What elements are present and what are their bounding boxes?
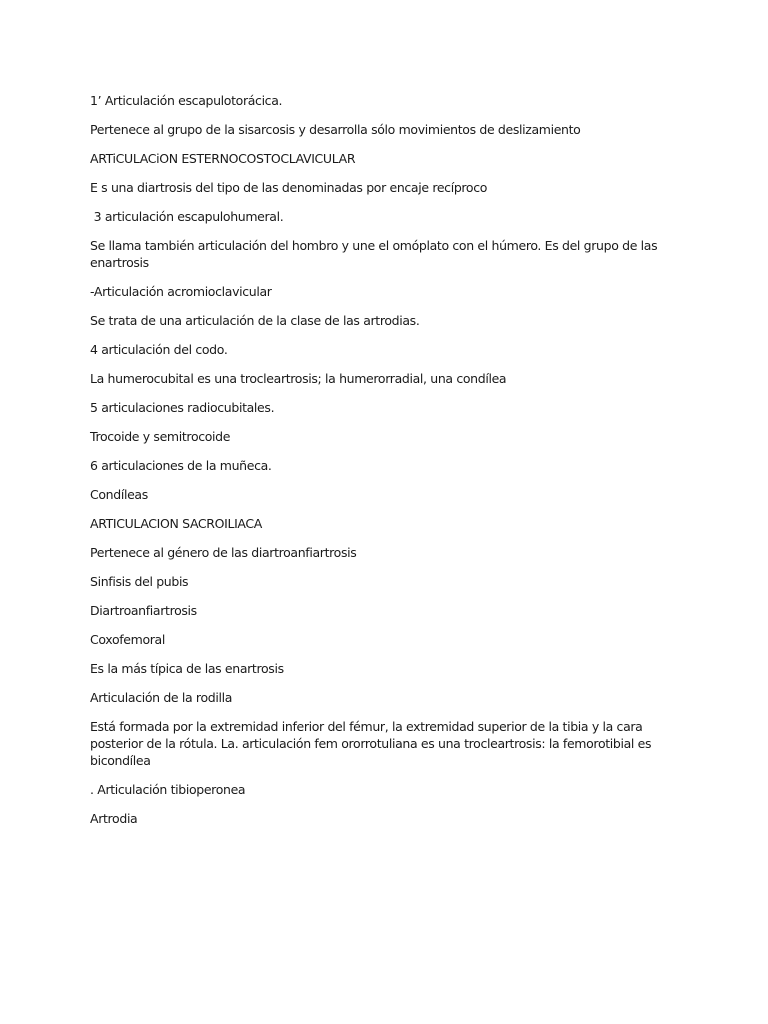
paragraph: Se llama también articulación del hombro y une el omóplato con el húmero. Es del grupo de las enartrosis [90, 238, 661, 270]
paragraph: Condíleas [90, 487, 148, 502]
document-body [90, 92, 680, 839]
paragraph: Pertenece al género de las diartroanfiartrosis [90, 545, 357, 560]
paragraph: 1’ Articulación escapulotorácica. [90, 93, 283, 108]
paragraph: Coxofemoral [90, 632, 165, 647]
paragraph: Se trata de una articulación de la clase de las artrodias. [90, 313, 420, 328]
paragraph: Está formada por la extremidad inferior del fémur, la extremidad superior de la tibia y la cara posterior de la rótula. La. articulación fem ororrotuliana es una trocleartrosis: la femorotibial es bicondílea [90, 719, 655, 768]
paragraph: E s una diartrosis del tipo de las denominadas por encaje recíproco [90, 180, 488, 195]
paragraph: Articulación de la rodilla [90, 690, 233, 705]
paragraph: Trocoide y semitrocoide [90, 429, 231, 444]
paragraph: -Articulación acromioclavicular [90, 284, 272, 299]
paragraph: ARTICULACION SACROILIACA [90, 516, 262, 531]
paragraph: Es la más típica de las enartrosis [90, 661, 284, 676]
paragraph: Sinfisis del pubis [90, 574, 189, 589]
paragraph: ARTiCULACiON ESTERNOCOSTOCLAVICULAR [90, 151, 356, 166]
paragraph: 3 articulación escapulohumeral. [90, 209, 284, 224]
paragraph: Pertenece al grupo de la sisarcosis y desarrolla sólo movimientos de deslizamiento [90, 122, 581, 137]
paragraph: 5 articulaciones radiocubitales. [90, 400, 275, 415]
paragraph: . Articulación tibioperonea [90, 782, 246, 797]
paragraph: La humerocubital es una trocleartrosis; la humerorradial, una condílea [90, 371, 507, 386]
paragraph: Artrodia [90, 811, 138, 826]
paragraph: 6 articulaciones de la muñeca. [90, 458, 272, 473]
paragraph: Diartroanfiartrosis [90, 603, 197, 618]
paragraph: 4 articulación del codo. [90, 342, 228, 357]
